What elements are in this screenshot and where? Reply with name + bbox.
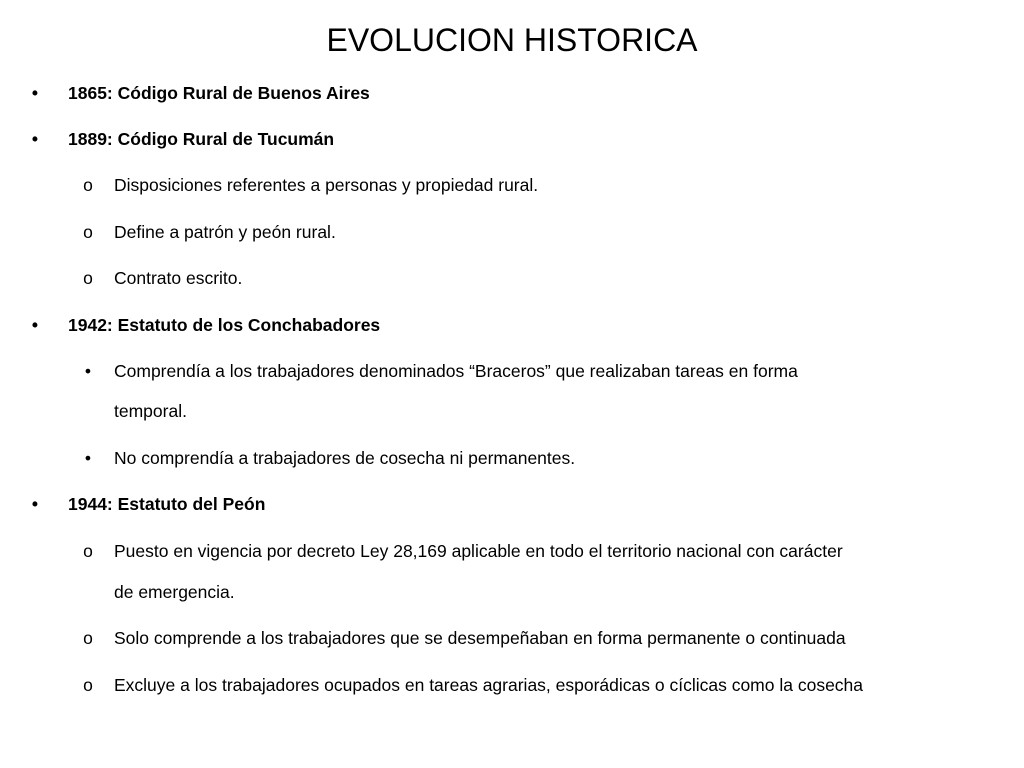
sub-item-text: Excluye a los trabajadores ocupados en tareas agrarias, esporádicas o cíclicas como la cosecha <box>114 675 864 695</box>
circle-bullet-marker: o <box>83 222 93 242</box>
slide-title: EVOLUCION HISTORICA <box>326 22 698 58</box>
circle-bullet-marker: o <box>83 268 93 288</box>
sub-item-text: Comprendía a los trabajadores denominados “Braceros” que realizaban tareas en forma <box>114 361 798 381</box>
bullet-marker: • <box>84 361 92 381</box>
sub-item-text: No comprendía a trabajadores de cosecha ni permanentes. <box>114 448 576 468</box>
sub-item-text: Solo comprende a los trabajadores que se desempeñaban en forma permanente o continuada <box>114 628 846 648</box>
sub-item-text: Puesto en vigencia por decreto Ley 28,169 aplicable en todo el territorio nacional con carácter <box>114 541 843 561</box>
list-item-text: 1889: Código Rural de Tucumán <box>68 129 335 149</box>
bullet-marker: • <box>31 315 39 335</box>
sub-item-text: de emergencia. <box>114 582 235 602</box>
bullet-marker: • <box>84 448 92 468</box>
bullet-marker: • <box>31 494 39 514</box>
bullet-marker: • <box>31 129 39 149</box>
circle-bullet-marker: o <box>83 175 93 195</box>
list-item-text: 1865: Código Rural de Buenos Aires <box>68 83 370 103</box>
circle-bullet-marker: o <box>83 541 93 561</box>
bullet-marker: • <box>31 83 39 103</box>
sub-item-text: Define a patrón y peón rural. <box>114 222 336 242</box>
circle-bullet-marker: o <box>83 675 93 695</box>
circle-bullet-marker: o <box>83 628 93 648</box>
sub-item-text: Contrato escrito. <box>114 268 243 288</box>
sub-item-text: Disposiciones referentes a personas y propiedad rural. <box>114 175 539 195</box>
sub-item-text: temporal. <box>114 401 187 421</box>
list-item-text: 1944: Estatuto del Peón <box>68 494 266 514</box>
list-item-text: 1942: Estatuto de los Conchabadores <box>68 315 381 335</box>
